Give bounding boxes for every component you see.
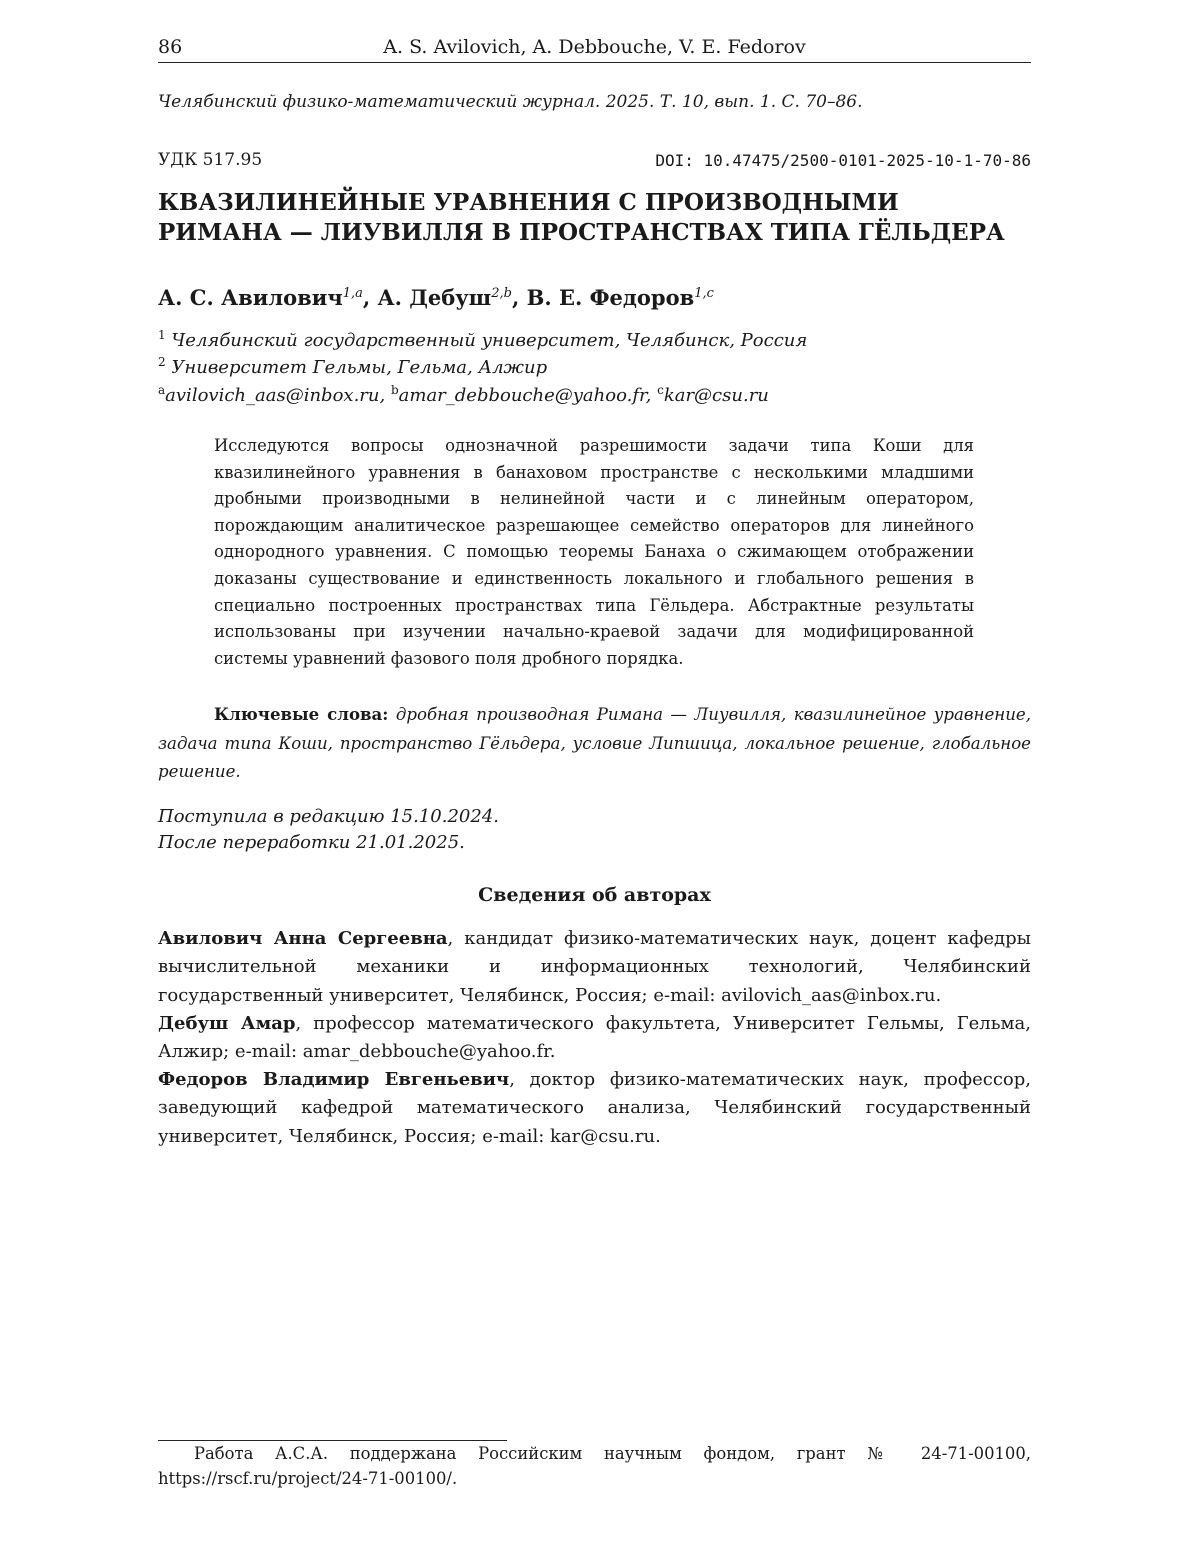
paper-title (158, 188, 1031, 248)
author-info-entry (158, 925, 1031, 1010)
author-name: В. Е. Федоров (526, 285, 695, 310)
keywords-label: Ключевые слова: (214, 704, 389, 724)
abstract: Исследуются вопросы однозначной разрешимости задачи типа Коши для квазилинейного уравнения в банаховом пространстве с несколькими младшими дробными производными в нелинейной части и с линейным оператором, порождающим аналитическое разрешающее семейство операторов для линейного однородного уравнения. С помощью теоремы Банаха о сжимающем отображении доказаны существование и единственность локального и глобального решения в специально построенных пространствах типа Гёльдера. Абстрактные результаты использованы при изучении начально-краевой задачи для модифицированной системы уравнений фазового поля дробного порядка. (214, 436, 974, 668)
revised-date: После переработки 21.01.2025. (158, 832, 465, 853)
affiliation-mark: 2 (158, 355, 166, 369)
received-date: Поступила в редакцию 15.10.2024. (158, 806, 499, 827)
footnote-divider (158, 1440, 507, 1441)
author-superscript: 1,a (342, 286, 363, 301)
keywords (158, 700, 1031, 787)
doi[interactable]: DOI: 10.47475/2500-0101-2025-10-1-70-86 (655, 151, 1031, 170)
journal-citation: Челябинский физико-математический журнал. 2025. Т. 10, вып. 1. С. 70–86. (158, 92, 863, 112)
paper-title-line-2: РИМАНА — ЛИУВИЛЛЯ В ПРОСТРАНСТВАХ ТИПА ГЁЛЬДЕРА (158, 219, 1005, 246)
affiliation-text: Университет Гельмы, Гельма, Алжир (171, 357, 548, 378)
author-list: А. С. Авилович$^{1,a}$, А. Дебуш$^{2,b}$, В. Е. Федоров$^{1,c}$ (158, 285, 714, 310)
running-authors: A. S. Avilovich, A. Debbouche, V. E. Fedorov (383, 36, 806, 58)
running-head (158, 36, 1031, 63)
email-mark: c (657, 383, 664, 397)
affiliation-2 (158, 355, 547, 378)
email-list (158, 383, 769, 406)
author-name: А. Дебуш (377, 285, 492, 310)
email-link[interactable]: avilovich_aas@inbox.ru, (165, 385, 386, 406)
keywords-text: дробная производная Римана — Лиувилля, квазилинейное уравнение, задача типа Коши, пространство Гёльдера, условие Липшица, локальное решение, глобальное решение. (158, 705, 1032, 781)
author-superscript: 1,c (694, 286, 714, 301)
page-number: 86 (158, 36, 183, 58)
paper-title-line-1: КВАЗИЛИНЕЙНЫЕ УРАВНЕНИЯ С ПРОИЗВОДНЫМИ (158, 189, 899, 216)
author-info-name: Федоров Владимир Евгеньевич (158, 1069, 510, 1090)
affiliation-text: Челябинский государственный университет, Челябинск, Россия (171, 330, 808, 351)
email-link[interactable]: amar_debbouche@yahoo.fr, (398, 385, 652, 406)
author-info-text: , кандидат физико-математических наук, доцент кафедры вычислительной механики и информационных технологий, Челябинский государственный университет, Челябинск, Россия; e-mail: avilovich_aas@inbox.ru. (158, 928, 1031, 1006)
author-info-entry (158, 1066, 1031, 1151)
affiliation-1 (158, 328, 807, 351)
author-info-text: , доктор физико-математических наук, профессор, заведующий кафедрой математического анализа, Челябинский государственный университет, Челябинск, Россия; e-mail: kar@csu.ru. (158, 1069, 1031, 1147)
author-superscript: 2,b (491, 286, 512, 301)
funding-footnote: Работа А.С.А. поддержана Российским научным фондом, грант № 24-71-00100, https://rscf.ru/project/24-71-00100/. (158, 1444, 1031, 1488)
authors-info-heading: Сведения об авторах (478, 884, 711, 906)
affiliation-mark: 1 (158, 328, 166, 342)
email-mark: a (158, 383, 166, 397)
udk-code: УДК 517.95 (158, 150, 263, 170)
email-link[interactable]: kar@csu.ru (663, 385, 769, 406)
author-info-name: Дебуш Амар (158, 1013, 296, 1034)
author-info-entry (158, 1010, 1031, 1067)
author-info-text: , профессор математического факультета, Университет Гельмы, Гельма, Алжир; e-mail: amar_debbouche@yahoo.fr. (158, 1013, 1031, 1063)
author-info-name: Авилович Анна Сергеевна (158, 928, 448, 949)
author-name: А. С. Авилович (158, 285, 343, 310)
email-mark: b (390, 383, 399, 397)
